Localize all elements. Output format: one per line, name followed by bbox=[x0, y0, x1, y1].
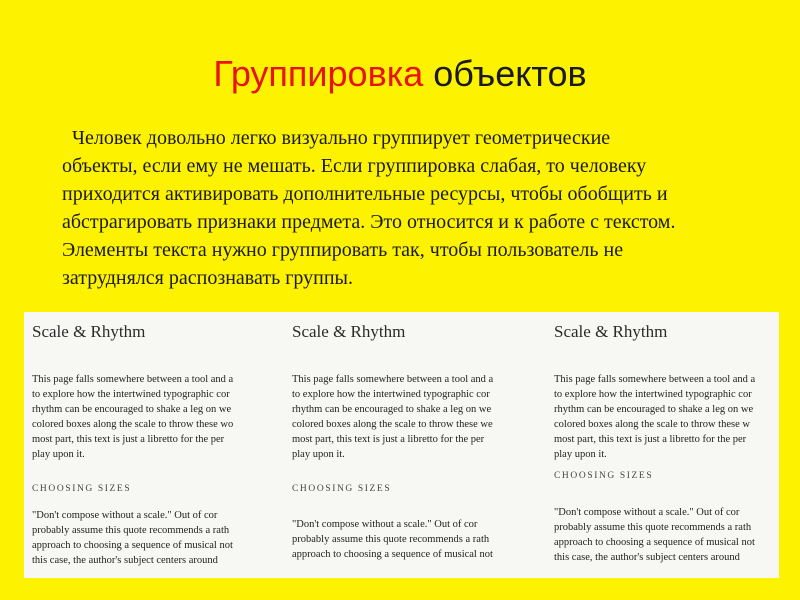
example-image-strip bbox=[24, 312, 779, 578]
column-paragraph: This page falls somewhere between a tool and a to explore how the intertwined typographic cor rhythm can be encouraged to shake a leg on we colored boxes along the scale to throw these wo most part, this text is just a libretto for the per play upon it. bbox=[32, 374, 234, 460]
body-line: затруднялся распознавать группы. bbox=[62, 267, 353, 289]
body-paragraph bbox=[62, 124, 762, 292]
body-line: приходится активировать дополнительные ресурсы, чтобы обобщить и bbox=[62, 183, 668, 205]
column-paragraph: This page falls somewhere between a tool and a to explore how the intertwined typographic cor rhythm can be encouraged to shake a leg on we colored boxes along the scale to throw these we most part, this text is just a libretto for the per play upon it. bbox=[292, 374, 494, 460]
column-paragraph: "Don't compose without a scale." Out of cor probably assume this quote recommends a rath approach to choosing a sequence of musical not this case, the author's subject centers around bbox=[554, 507, 755, 563]
body-line: Элементы текста нужно группировать так, чтобы пользователь не bbox=[62, 239, 624, 261]
body-line: абстрагировать признаки предмета. Это относится и к работе с текстом. bbox=[62, 211, 676, 233]
example-column-1 bbox=[32, 312, 254, 578]
body-line: Человек довольно легко визуально группирует геометрические bbox=[72, 127, 611, 149]
column-paragraph: "Don't compose without a scale." Out of cor probably assume this quote recommends a rath approach to choosing a sequence of musical not this case, the author's subject centers around bbox=[32, 510, 233, 566]
slide-title-rest: объектов bbox=[433, 53, 587, 94]
column-heading: Scale & Rhythm bbox=[292, 322, 406, 341]
column-subheading: CHOOSING SIZES bbox=[32, 484, 132, 494]
example-column-3 bbox=[554, 312, 776, 578]
example-column-2 bbox=[292, 312, 510, 578]
column-heading: Scale & Rhythm bbox=[554, 322, 668, 341]
column-subheading: CHOOSING SIZES bbox=[554, 471, 654, 481]
column-subheading: CHOOSING SIZES bbox=[292, 484, 392, 494]
slide-title bbox=[0, 52, 800, 96]
slide-title-accent: Группировка bbox=[213, 53, 424, 94]
column-paragraph: "Don't compose without a scale." Out of cor probably assume this quote recommends a rath approach to choosing a sequence of musical not bbox=[292, 519, 493, 560]
body-line: объекты, если ему не мешать. Если группировка слабая, то человеку bbox=[62, 155, 647, 177]
column-paragraph: This page falls somewhere between a tool and a to explore how the intertwined typographic cor rhythm can be encouraged to shake a leg on we colored boxes along the scale to throw these w most part, this text is just a libretto for the per play upon it. bbox=[554, 374, 756, 460]
column-heading: Scale & Rhythm bbox=[32, 322, 146, 341]
